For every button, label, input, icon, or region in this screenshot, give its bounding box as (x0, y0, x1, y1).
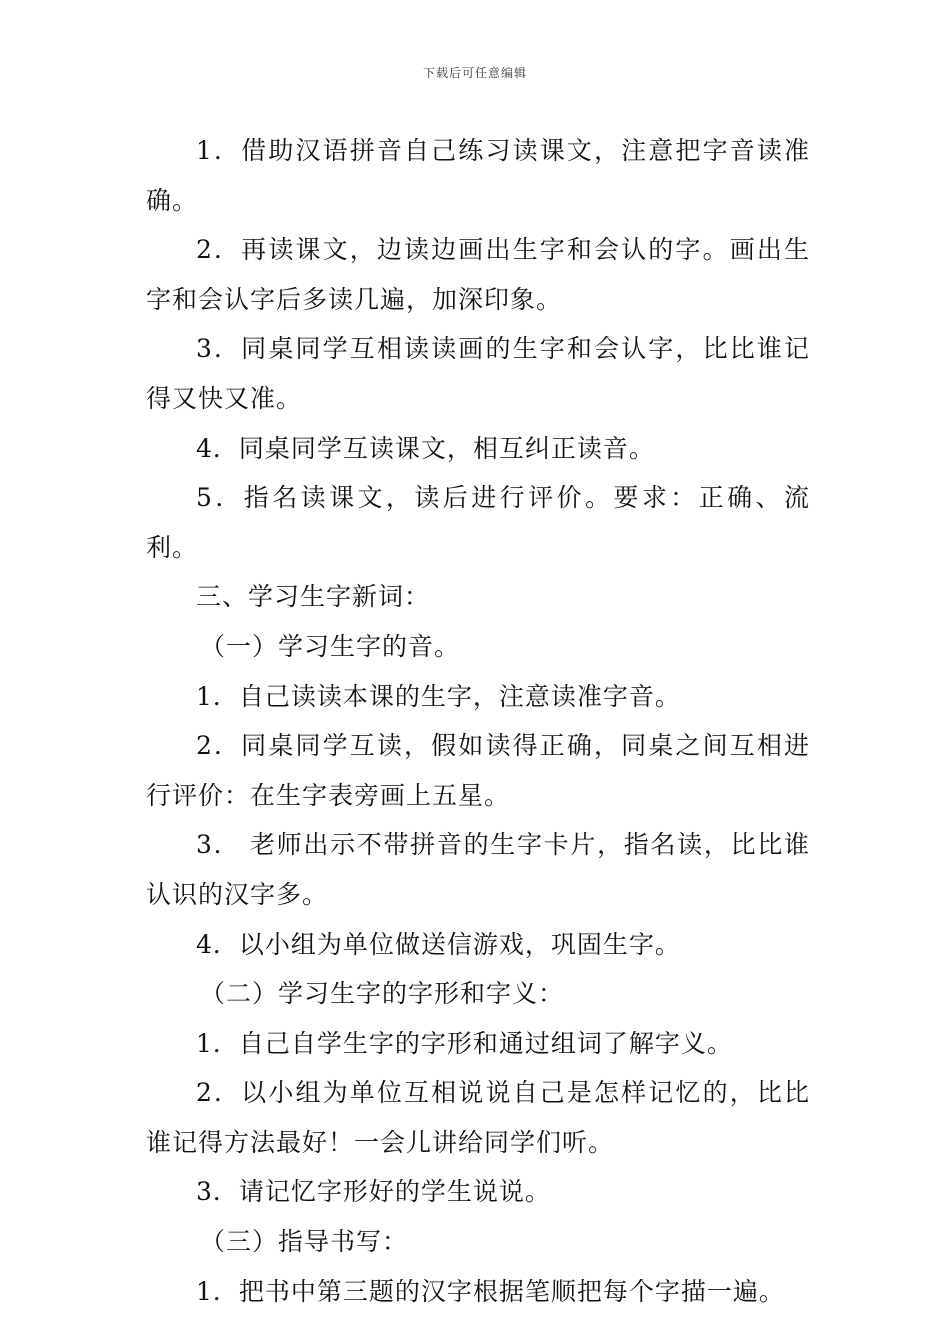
paragraph: 3．同桌同学互相读读画的生字和会认字，比比谁记得又快又准。 (146, 334, 810, 413)
subsection-heading: （一）学习生字的音。 (200, 631, 461, 661)
paragraph: 4．以小组为单位做送信游戏，巩固生字。 (196, 929, 681, 959)
page-header: 下载后可任意编辑 (422, 66, 527, 80)
paragraph: 1．把书中第三题的汉字根据笔顺把每个字描一遍。 (196, 1276, 785, 1306)
subsection-heading: （二）学习生字的字形和字义： (200, 979, 565, 1009)
paragraph: 1．自己自学生字的字形和通过组词了解字义。 (196, 1028, 733, 1058)
paragraph: 2．同桌同学互读，假如读得正确，同桌之间互相进行评价：在生字表旁画上五星。 (146, 731, 810, 810)
paragraph: 3． 老师出示不带拼音的生字卡片，指名读，比比谁认识的汉字多。 (146, 830, 810, 909)
section-heading: 三、学习生字新词： (196, 582, 431, 612)
paragraph: 1．自己读读本课的生字，注意读准字音。 (196, 681, 681, 711)
subsection-heading: （三）指导书写： (200, 1227, 409, 1257)
paragraph: 4．同桌同学互读课文，相互纠正读音。 (196, 433, 655, 463)
paragraph: 2．以小组为单位互相说说自己是怎样记忆的，比比谁记得方法最好！一会儿讲给同学们听。 (146, 1078, 810, 1157)
paragraph: 2．再读课文，边读边画出生字和会认的字。画出生字和会认字后多读几遍，加深印象。 (146, 235, 810, 314)
document-body (146, 126, 810, 1316)
paragraph: 5．指名读课文，读后进行评价。要求：正确、流利。 (146, 483, 810, 562)
paragraph: 1．借助汉语拼音自己练习读课文，注意把字音读准确。 (146, 136, 810, 215)
paragraph: 3．请记忆字形好的学生说说。 (196, 1177, 551, 1207)
